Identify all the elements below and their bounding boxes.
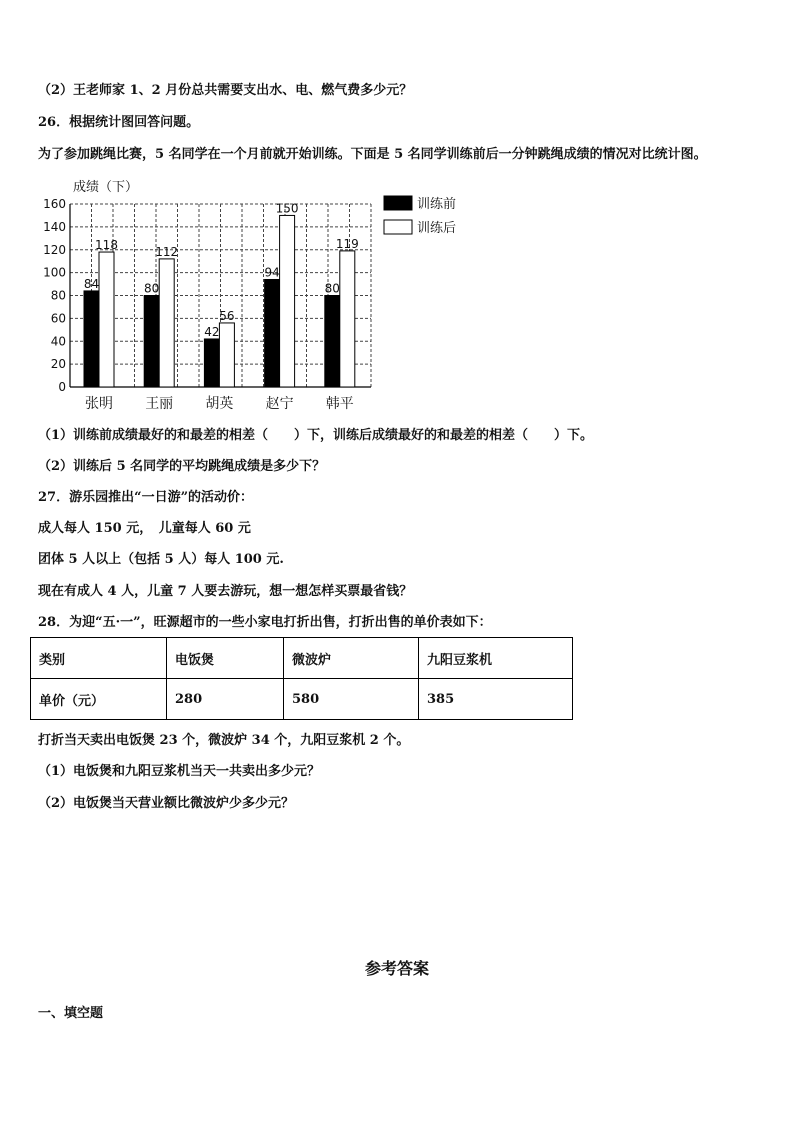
bar-before [144,296,159,388]
x-tick-label: 王丽 [145,396,174,412]
y-tick-label: 40 [50,334,66,349]
comparison-bar-chart [28,170,488,418]
bar-before [325,296,340,388]
bar-value-label: 94 [264,265,280,280]
q26-part2: （2）训练后 5 名同学的平均跳绳成绩是多少下？ [38,459,326,474]
q28-part1: （1）电饭煲和九阳豆浆机当天一共卖出多少元？ [38,764,321,779]
table-cell: 电饭煲 [167,638,284,679]
q27-adult-child-price: 成人每人 150 元， 儿童每人 60 元 [38,521,251,536]
legend-label: 训练前 [417,197,457,212]
bar-value-label: 118 [95,238,118,253]
table-row [31,679,573,720]
legend-swatch [384,196,412,210]
section-fill-blank: 一、填空题 [38,1006,104,1021]
q27-title: 27．游乐园推出“一日游”的活动价： [38,490,254,505]
y-axis-label: 成绩（下） [73,180,139,195]
bar-before [265,279,280,387]
table-row [31,638,573,679]
table-cell: 单价（元） [31,679,167,720]
table-cell: 微波炉 [284,638,419,679]
q26-title: 26．根据统计图回答问题。 [38,115,200,130]
price-table [30,637,573,720]
q28-part2: （2）电饭煲当天营业额比微波炉少多少元？ [38,796,295,811]
bar-after [219,323,234,387]
legend-swatch [384,220,412,234]
y-tick-label: 80 [50,288,66,303]
table-cell: 类别 [31,638,167,679]
bar-after [159,259,174,387]
q26-part1: （1）训练前成绩最好的和最差的相差（ ）下，训练后成绩最好的和最差的相差（ ）下。 [38,428,594,443]
bar-after [340,251,355,387]
table-cell: 280 [167,679,284,720]
q27-group-price: 团体 5 人以上（包括 5 人）每人 100 元. [38,552,284,567]
table-cell: 385 [419,679,573,720]
bar-value-label: 80 [144,281,160,296]
answer-heading: 参考答案 [364,959,429,978]
q28-title: 28．为迎“五·一”，旺源超市的一些小家电打折出售，打折出售的单价表如下： [38,615,492,630]
bar-value-label: 119 [335,236,359,251]
bar-value-label: 150 [275,201,299,216]
table-cell: 580 [284,679,419,720]
y-tick-label: 20 [50,357,66,372]
bar-after [99,252,114,387]
y-tick-label: 160 [43,197,66,211]
x-tick-label: 赵宁 [265,396,294,412]
bar-value-label: 84 [83,276,100,291]
x-tick-label: 韩平 [325,396,354,412]
bar-after [280,215,295,387]
bar-value-label: 112 [155,244,179,259]
y-tick-label: 120 [43,242,66,257]
q27-question: 现在有成人 4 人，儿童 7 人要去游玩，想一想怎样买票最省钱？ [38,584,413,599]
y-tick-label: 60 [50,311,66,326]
bar-value-label: 42 [204,324,220,339]
x-tick-label: 张明 [85,396,113,412]
y-tick-label: 140 [43,219,66,234]
bar-value-label: 56 [219,308,235,323]
q28-sold-counts: 打折当天卖出电饭煲 23 个，微波炉 34 个，九阳豆浆机 2 个。 [38,733,410,748]
x-tick-label: 胡英 [205,396,234,412]
bar-before [84,291,99,387]
y-tick-label: 0 [58,380,66,394]
y-tick-label: 100 [43,265,66,280]
bar-before [204,339,219,387]
bar-value-label: 80 [324,281,340,296]
q26-intro: 为了参加跳绳比赛，5 名同学在一个月前就开始训练。下面是 5 名同学训练前后一分钟跳绳成绩的情况对比统计图。 [38,147,707,162]
legend-label: 训练后 [417,221,457,236]
table-cell: 九阳豆浆机 [419,638,573,679]
q25-part2: （2）王老师家 1、2 月份总共需要支出水、电、燃气费多少元？ [38,83,413,98]
